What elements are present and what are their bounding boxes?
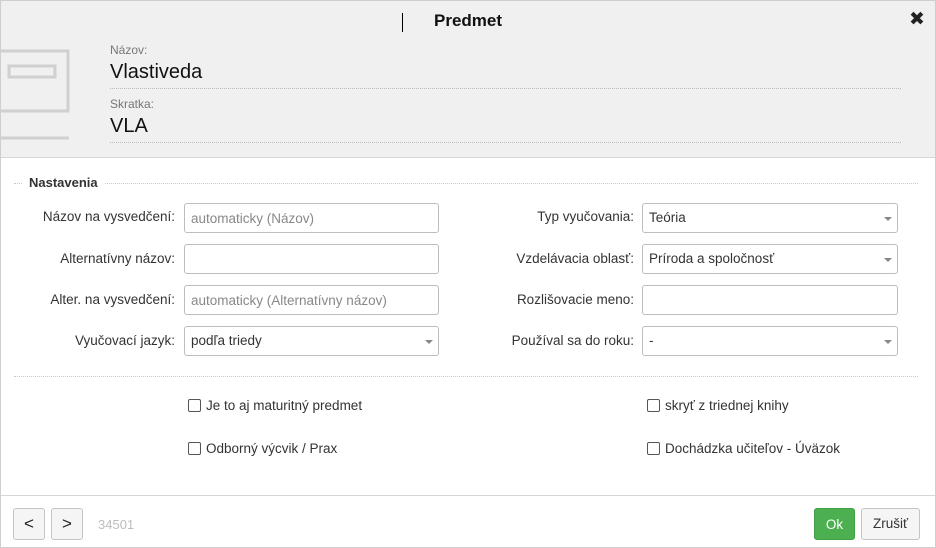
teaching-language-value: podľa triedy: [191, 333, 262, 348]
hide-from-class-book-label: skryť z triednej knihy: [665, 398, 789, 413]
report-name-input[interactable]: [184, 203, 439, 233]
teaching-type-label: Typ vyučovania:: [537, 209, 634, 224]
name-field[interactable]: [110, 43, 901, 89]
checkbox-icon[interactable]: [647, 399, 660, 412]
hide-from-class-book-checkbox[interactable]: [647, 398, 789, 413]
report-name-label: Názov na vysvedčení:: [42, 209, 175, 224]
settings-section-title: Nastavenia: [23, 175, 104, 190]
used-until-year-select[interactable]: [642, 326, 898, 356]
abbreviation-field[interactable]: [110, 97, 901, 143]
checkbox-icon[interactable]: [647, 442, 660, 455]
dialog-footer: [1, 495, 935, 547]
used-until-year-label: Používal sa do roku:: [511, 333, 634, 348]
used-until-year-value: -: [649, 333, 654, 348]
previous-record-button[interactable]: <: [13, 508, 45, 540]
distinguishing-name-input[interactable]: [642, 285, 898, 315]
alt-report-name-input[interactable]: [184, 285, 439, 315]
teaching-type-select[interactable]: [642, 203, 898, 233]
alt-report-name-label: Alter. na vysvedčení:: [50, 292, 175, 307]
abbreviation-value: VLA: [110, 115, 148, 137]
distinguishing-name-label: Rozlišovacie meno:: [516, 292, 634, 307]
next-record-button[interactable]: >: [51, 508, 83, 540]
checkbox-divider: [14, 376, 918, 377]
dropdown-arrow-icon: [884, 217, 892, 221]
dropdown-arrow-icon: [884, 258, 892, 262]
abbreviation-label: Skratka:: [110, 97, 155, 111]
subject-image-placeholder-icon: [1, 49, 71, 143]
dialog-header: [1, 1, 935, 158]
vocational-training-label: Odborný výcvik / Prax: [206, 441, 338, 456]
dropdown-arrow-icon: [425, 340, 433, 344]
record-id: 34501: [98, 517, 135, 532]
cancel-button[interactable]: Zrušiť: [861, 508, 920, 540]
checkbox-icon[interactable]: [188, 442, 201, 455]
name-label: Názov:: [110, 43, 148, 57]
teaching-language-select[interactable]: [184, 326, 439, 356]
ok-button[interactable]: Ok: [814, 508, 855, 540]
name-value: Vlastiveda: [110, 61, 203, 83]
vocational-training-checkbox[interactable]: [188, 441, 337, 456]
teacher-attendance-checkbox[interactable]: [647, 441, 840, 456]
education-area-value: Príroda a spoločnosť: [649, 251, 775, 266]
teacher-attendance-label: Dochádzka učiteľov - Úväzok: [665, 441, 841, 456]
checkbox-icon[interactable]: [188, 399, 201, 412]
dialog-title: Predmet: [433, 11, 503, 30]
section-divider: [14, 183, 918, 184]
text-cursor: [402, 13, 403, 32]
graduation-subject-label: Je to aj maturitný predmet: [206, 398, 363, 413]
teaching-language-label: Vyučovací jazyk:: [74, 333, 175, 348]
education-area-label: Vzdelávacia oblasť:: [516, 251, 634, 266]
alternative-name-input[interactable]: [184, 244, 439, 274]
alternative-name-label: Alternatívny názov:: [60, 251, 175, 266]
teaching-type-value: Teória: [649, 210, 686, 225]
dropdown-arrow-icon: [884, 340, 892, 344]
close-icon[interactable]: ✖: [909, 9, 925, 30]
education-area-select[interactable]: [642, 244, 898, 274]
graduation-subject-checkbox[interactable]: [188, 398, 362, 413]
